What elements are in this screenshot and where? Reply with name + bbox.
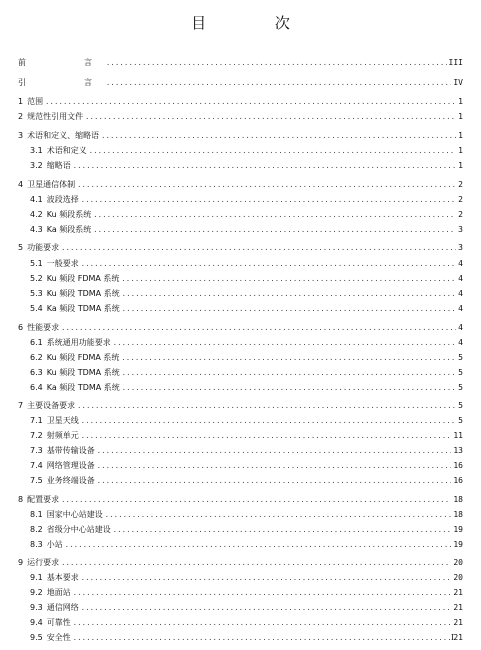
toc-entry-label: 运行要求 <box>27 558 60 567</box>
toc-entry-label: 通信网络 <box>46 603 79 612</box>
dot-leader <box>73 588 452 598</box>
dot-leader <box>101 131 456 141</box>
toc-entry-number: 7.4 <box>30 461 43 470</box>
toc-entry-label: 规范性引用文件 <box>27 112 84 121</box>
toc-entry-number: 9.1 <box>30 573 43 582</box>
toc-entry-label: Ka 频段 TDMA 系统 <box>46 383 120 392</box>
toc-entry-number: 8.1 <box>30 510 43 519</box>
toc-entry[interactable] <box>18 493 463 505</box>
toc-entry-number: 4 <box>18 180 24 189</box>
dot-leader <box>61 323 456 333</box>
dot-leader <box>77 180 456 190</box>
toc-entry[interactable] <box>18 129 463 141</box>
dot-leader <box>121 274 456 284</box>
toc-entry[interactable] <box>30 538 463 550</box>
toc-entry-number: 9.4 <box>30 618 43 627</box>
toc-entry-label: 基本要求 <box>46 573 79 582</box>
toc-entry-number: 8.3 <box>30 540 43 549</box>
dot-leader <box>61 558 451 568</box>
toc-entry[interactable] <box>18 56 463 68</box>
toc-entry-page: IV <box>453 78 463 87</box>
toc-entry[interactable] <box>30 616 463 628</box>
toc-entry-number: 6 <box>18 323 24 332</box>
toc-entry-label: 安全性 <box>46 633 71 642</box>
toc-entry-label: Ku 频段 FDMA 系统 <box>46 274 120 283</box>
toc-entry-page: 2 <box>458 210 463 219</box>
toc-entry-number: 9 <box>18 558 24 567</box>
toc-entry-label: Ku 频段 TDMA 系统 <box>46 368 120 377</box>
toc-entry[interactable] <box>30 508 463 520</box>
toc-entry-number: 7.2 <box>30 431 43 440</box>
toc-entry[interactable] <box>30 414 463 426</box>
toc-entry-label: Ku 频段 TDMA 系统 <box>46 289 120 298</box>
toc-entry[interactable] <box>30 571 463 583</box>
dot-leader <box>93 210 456 220</box>
toc-entry-page: 1 <box>458 97 463 106</box>
toc-entry-number: 5.1 <box>30 259 43 268</box>
toc-entry-page: 3 <box>458 225 463 234</box>
dot-leader <box>93 225 456 235</box>
toc-entry-page: 19 <box>453 525 463 534</box>
toc-entry-label: 术语和定义 <box>46 146 87 155</box>
toc-entry-label: Ku 频段系统 <box>46 210 92 219</box>
toc-entry-page: 13 <box>453 446 463 455</box>
toc-entry[interactable] <box>30 287 463 299</box>
toc-entry-page: 16 <box>453 461 463 470</box>
toc-entry-number: 4.3 <box>30 225 43 234</box>
toc-entry[interactable] <box>30 523 463 535</box>
toc-entry-page: 21 <box>453 603 463 612</box>
toc-entry-page: 1 <box>458 112 463 121</box>
toc-entry-label: 国家中心站建设 <box>46 510 103 519</box>
toc-entry-number: 8 <box>18 495 24 504</box>
toc-entry[interactable] <box>30 631 463 643</box>
toc-entry[interactable] <box>30 272 463 284</box>
dot-leader <box>122 304 456 314</box>
toc-entry-page: 19 <box>453 540 463 549</box>
toc-entry-number: 7 <box>18 401 24 410</box>
toc-entry-number: 5.4 <box>30 304 43 313</box>
dot-leader <box>81 603 452 613</box>
toc-entry-number: 7.5 <box>30 476 43 485</box>
dot-leader <box>106 58 447 68</box>
toc-entry-number: 6.2 <box>30 353 43 362</box>
dot-leader <box>45 97 456 107</box>
toc-entry-page: 4 <box>458 289 463 298</box>
toc-entry-page: 4 <box>458 304 463 313</box>
dot-leader <box>105 510 452 520</box>
toc-entry[interactable] <box>30 381 463 393</box>
dot-leader <box>97 446 452 456</box>
dot-leader <box>77 401 456 411</box>
toc-entry-label: 波段选择 <box>46 195 79 204</box>
dot-leader <box>113 525 452 535</box>
toc-entry-number: 5.2 <box>30 274 43 283</box>
toc-entry-label: 基带传输设备 <box>46 446 95 455</box>
toc-entry-page: 4 <box>458 274 463 283</box>
toc-entry[interactable] <box>30 429 463 441</box>
toc-entry-page: 16 <box>453 476 463 485</box>
toc-entry-number: 5.3 <box>30 289 43 298</box>
dot-leader <box>81 259 456 269</box>
dot-leader <box>81 573 452 583</box>
toc-entry-number: 9.2 <box>30 588 43 597</box>
toc-entry-page: 20 <box>453 573 463 582</box>
dot-leader <box>61 495 451 505</box>
toc-entry-number: 5 <box>18 243 24 252</box>
toc-entry-page: 2 <box>458 180 463 189</box>
toc-entry-number: 8.2 <box>30 525 43 534</box>
toc-entry-label: 系统通用功能要求 <box>46 338 111 347</box>
toc-entry-page: 5 <box>458 401 463 410</box>
dot-leader <box>81 195 456 205</box>
toc-entry-page: 3 <box>458 243 463 252</box>
toc-entry[interactable] <box>30 459 463 471</box>
dot-leader <box>73 161 456 171</box>
toc-entry[interactable] <box>30 586 463 598</box>
toc-entry[interactable] <box>18 110 463 122</box>
toc-entry[interactable] <box>30 257 463 269</box>
toc-entry[interactable] <box>18 399 463 411</box>
dot-leader <box>121 353 456 363</box>
toc-entry-label: Ka 频段系统 <box>46 225 92 234</box>
toc-entry-label: 术语和定义、缩略语 <box>27 131 100 140</box>
toc-entry-number: 9.3 <box>30 603 43 612</box>
toc-entry-label: 缩略语 <box>46 161 71 170</box>
toc-entry-page: 21 <box>453 633 463 642</box>
toc-entry-number: 1 <box>18 97 24 106</box>
toc-entry[interactable] <box>30 474 463 486</box>
toc-entry-number: 7.1 <box>30 416 43 425</box>
toc-entry-number: 4.2 <box>30 210 43 219</box>
toc-entry[interactable] <box>30 159 463 171</box>
toc-entry-number: 3 <box>18 131 24 140</box>
toc-entry-label: 可靠性 <box>46 618 71 627</box>
dot-leader <box>97 461 452 471</box>
toc-entry[interactable] <box>30 302 463 314</box>
toc-entry-label: 小站 <box>46 540 63 549</box>
toc-entry-page: 18 <box>453 510 463 519</box>
toc-entry-number: 2 <box>18 112 24 121</box>
toc-entry-label: 业务终端设备 <box>46 476 95 485</box>
toc-entry[interactable] <box>30 336 463 348</box>
toc-entry-page: 21 <box>453 618 463 627</box>
toc-entry-page: 1 <box>458 161 463 170</box>
toc-entry-number: 6.4 <box>30 383 43 392</box>
toc-entry-page: 4 <box>458 259 463 268</box>
toc-entry-label: 网络管理设备 <box>46 461 95 470</box>
toc-entry[interactable] <box>18 321 463 333</box>
dot-leader <box>113 338 456 348</box>
toc-entry-label: 性能要求 <box>27 323 60 332</box>
toc-entry-label: Ka 频段 TDMA 系统 <box>46 304 120 313</box>
dot-leader <box>89 146 456 156</box>
toc-entry-page: 5 <box>458 353 463 362</box>
dot-leader <box>81 416 456 426</box>
toc-entry-label: 一般要求 <box>46 259 79 268</box>
toc-entry-page: 2 <box>458 195 463 204</box>
toc-entry-number: 3.1 <box>30 146 43 155</box>
dot-leader <box>122 368 456 378</box>
toc-entry-label: 主要设备要求 <box>27 401 76 410</box>
toc-entry-page: 1 <box>458 131 463 140</box>
dot-leader <box>106 78 451 88</box>
page-number: I <box>451 633 455 642</box>
dot-leader <box>122 289 456 299</box>
toc-entry-page: 5 <box>458 383 463 392</box>
dot-leader <box>65 540 452 550</box>
toc-entry-label: 功能要求 <box>27 243 60 252</box>
toc-entry[interactable] <box>30 444 463 456</box>
toc-entry-page: 1 <box>458 146 463 155</box>
toc-entry-number: 4.1 <box>30 195 43 204</box>
dot-leader <box>85 112 456 122</box>
toc-entry-page: 5 <box>458 416 463 425</box>
toc-entry-label: 射频单元 <box>46 431 79 440</box>
toc-entry-label: 地面站 <box>46 588 71 597</box>
toc-entry-page: 4 <box>458 323 463 332</box>
toc-entry-label: 卫星通信体制 <box>27 180 76 189</box>
toc-entry-number: 3.2 <box>30 161 43 170</box>
toc-entry-number: 7.3 <box>30 446 43 455</box>
toc-entry-label: 范围 <box>27 97 44 106</box>
toc-entry-number: 6.3 <box>30 368 43 377</box>
toc-entry[interactable] <box>30 351 463 363</box>
toc-entry[interactable] <box>18 241 463 253</box>
toc-entry-label: Ku 频段 FDMA 系统 <box>46 353 120 362</box>
toc-entry-page: III <box>448 58 463 67</box>
toc-entry-label: 卫星天线 <box>46 416 79 425</box>
toc-entry-page: 20 <box>453 558 463 567</box>
dot-leader <box>97 476 452 486</box>
toc-entry-number: 9.5 <box>30 633 43 642</box>
toc-entry[interactable] <box>18 95 463 107</box>
toc-entry-label: 省级分中心站建设 <box>46 525 111 534</box>
dot-leader <box>81 431 452 441</box>
dot-leader <box>61 243 456 253</box>
toc-entry[interactable] <box>30 208 463 220</box>
toc-entry[interactable] <box>18 76 463 88</box>
toc-entry-page: 21 <box>453 588 463 597</box>
toc-title: 目 次 <box>191 14 322 32</box>
dot-leader <box>122 383 456 393</box>
dot-leader <box>73 618 452 628</box>
toc-entry-page: 4 <box>458 338 463 347</box>
toc-entry-number: 6.1 <box>30 338 43 347</box>
toc-entry-label: 配置要求 <box>27 495 60 504</box>
toc-entry-page: 5 <box>458 368 463 377</box>
toc-entry-page: 11 <box>453 431 463 440</box>
toc-entry[interactable] <box>18 178 463 190</box>
toc-entry-label: 引 言 <box>18 78 106 87</box>
toc-entry[interactable] <box>30 223 463 235</box>
toc-entry[interactable] <box>30 601 463 613</box>
toc-entry[interactable] <box>18 556 463 568</box>
toc-entry-label: 前 言 <box>18 58 106 67</box>
toc-entry-page: 18 <box>453 495 463 504</box>
toc-entry[interactable] <box>30 366 463 378</box>
toc-entry[interactable] <box>30 193 463 205</box>
dot-leader <box>73 633 455 643</box>
toc-entry[interactable] <box>30 144 463 156</box>
